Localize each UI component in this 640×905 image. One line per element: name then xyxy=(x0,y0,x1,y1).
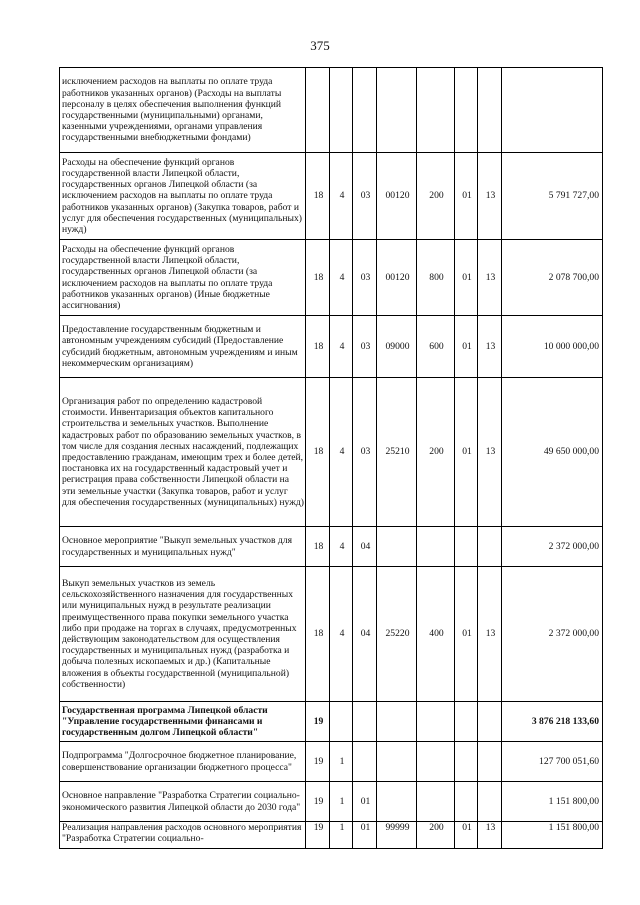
code-cell-2: 1 xyxy=(330,782,353,822)
code-cell-7: 13 xyxy=(478,378,502,527)
row-name-cell: Государственная программа Липецкой области "Управление государственными финансами и государственным долгом Липецкой области" xyxy=(60,702,306,742)
code-cell-5 xyxy=(417,742,455,782)
amount-cell: 127 700 051,60 xyxy=(502,742,603,782)
code-cell-3 xyxy=(353,68,377,153)
code-cell-4: 00120 xyxy=(377,153,417,240)
code-cell-7 xyxy=(478,702,502,742)
code-cell-3: 03 xyxy=(353,378,377,527)
code-cell-4: 25210 xyxy=(377,378,417,527)
code-cell-5: 200 xyxy=(417,822,455,849)
code-cell-4 xyxy=(377,527,417,567)
code-cell-7: 13 xyxy=(478,240,502,316)
row-name-cell: Предоставление государственным бюджетным и автономным учреждениям субсидий (Предоставление субсидий бюджетным, автономным учреждениям и иным некоммерческим организациям) xyxy=(60,316,306,378)
table-row xyxy=(60,742,603,782)
code-cell-7 xyxy=(478,782,502,822)
code-cell-6: 01 xyxy=(455,316,478,378)
table-row xyxy=(60,567,603,702)
amount-cell: 3 876 218 133,60 xyxy=(502,702,603,742)
code-cell-6 xyxy=(455,527,478,567)
code-cell-5 xyxy=(417,527,455,567)
code-cell-2: 1 xyxy=(330,742,353,782)
code-cell-7: 13 xyxy=(478,316,502,378)
table-row xyxy=(60,822,603,849)
code-cell-6 xyxy=(455,742,478,782)
amount-cell: 2 372 000,00 xyxy=(502,527,603,567)
row-name-cell: Подпрограмма "Долгосрочное бюджетное планирование, совершенствование организации бюджетного процесса" xyxy=(60,742,306,782)
table-row xyxy=(60,782,603,822)
code-cell-4: 25220 xyxy=(377,567,417,702)
table-row xyxy=(60,153,603,240)
code-cell-7 xyxy=(478,742,502,782)
code-cell-2: 4 xyxy=(330,527,353,567)
table-row xyxy=(60,702,603,742)
code-cell-3: 01 xyxy=(353,782,377,822)
row-name-cell: Основное мероприятие "Выкуп земельных участков для государственных и муниципальных нужд" xyxy=(60,527,306,567)
code-cell-3 xyxy=(353,742,377,782)
code-cell-3 xyxy=(353,702,377,742)
amount-cell: 1 151 800,00 xyxy=(502,782,603,822)
code-cell-3: 03 xyxy=(353,316,377,378)
code-cell-1: 18 xyxy=(306,240,330,316)
code-cell-6: 01 xyxy=(455,378,478,527)
table-row xyxy=(60,378,603,527)
amount-cell xyxy=(502,68,603,153)
row-name-cell: Организация работ по определению кадастровой стоимости. Инвентаризация объектов капитального строительства и земельных участков. Выполнение кадастровых работ по образованию земельных участков, в том числе для создания лесных насаждений, подлежащих предоставлению гражданам, имеющим трех и более детей, постановка их на государственный кадастровый учет и регистрация права собственности Липецкой области на эти земельные участки (Закупка товаров, работ и услуг для обеспечения государственных (муниципальных) нужд) xyxy=(60,378,306,527)
code-cell-2: 4 xyxy=(330,567,353,702)
row-name-cell: Реализация направления расходов основного мероприятия "Разработка Стратегии социально- xyxy=(60,822,306,849)
code-cell-7 xyxy=(478,527,502,567)
code-cell-3: 03 xyxy=(353,153,377,240)
code-cell-2 xyxy=(330,68,353,153)
code-cell-6 xyxy=(455,782,478,822)
code-cell-4 xyxy=(377,702,417,742)
code-cell-5 xyxy=(417,68,455,153)
code-cell-5: 200 xyxy=(417,153,455,240)
code-cell-3: 04 xyxy=(353,567,377,702)
row-name-cell: Выкуп земельных участков из земель сельскохозяйственного назначения для государственных или муниципальных нужд в результате реализации преимущественного права покупки земельного участка либо при продаже на торгах в случаях, предусмотренных действующим законодательством для осуществления государственных и муниципальных нужд (разработка и добыча полезных ископаемых и др.) (Капитальные вложения в объекты государственной (муниципальной) собственности) xyxy=(60,567,306,702)
code-cell-1: 18 xyxy=(306,527,330,567)
amount-cell: 49 650 000,00 xyxy=(502,378,603,527)
code-cell-2 xyxy=(330,702,353,742)
code-cell-4: 99999 xyxy=(377,822,417,849)
code-cell-1: 19 xyxy=(306,782,330,822)
amount-cell: 2 372 000,00 xyxy=(502,567,603,702)
code-cell-6 xyxy=(455,68,478,153)
amount-cell: 5 791 727,00 xyxy=(502,153,603,240)
code-cell-1: 19 xyxy=(306,742,330,782)
row-name-cell: Расходы на обеспечение функций органов государственной власти Липецкой области, государственных органов Липецкой области (за исключением расходов на выплаты по оплате труда работников указанных органов) (Закупка товаров, работ и услуг для обеспечения государственных (муниципальных) нужд) xyxy=(60,153,306,240)
code-cell-2: 4 xyxy=(330,240,353,316)
code-cell-1: 18 xyxy=(306,316,330,378)
code-cell-4: 09000 xyxy=(377,316,417,378)
code-cell-2: 1 xyxy=(330,822,353,849)
code-cell-4: 00120 xyxy=(377,240,417,316)
code-cell-3: 03 xyxy=(353,240,377,316)
code-cell-5: 400 xyxy=(417,567,455,702)
code-cell-1: 19 xyxy=(306,822,330,849)
code-cell-4 xyxy=(377,782,417,822)
code-cell-2: 4 xyxy=(330,378,353,527)
code-cell-7: 13 xyxy=(478,822,502,849)
amount-cell: 2 078 700,00 xyxy=(502,240,603,316)
code-cell-5: 600 xyxy=(417,316,455,378)
code-cell-6: 01 xyxy=(455,240,478,316)
code-cell-6: 01 xyxy=(455,567,478,702)
code-cell-2: 4 xyxy=(330,153,353,240)
amount-cell: 1 151 800,00 xyxy=(502,822,603,849)
code-cell-6 xyxy=(455,702,478,742)
table-body xyxy=(60,68,603,849)
code-cell-7 xyxy=(478,68,502,153)
code-cell-5: 800 xyxy=(417,240,455,316)
code-cell-7: 13 xyxy=(478,567,502,702)
amount-cell: 10 000 000,00 xyxy=(502,316,603,378)
code-cell-3: 04 xyxy=(353,527,377,567)
code-cell-6: 01 xyxy=(455,822,478,849)
row-name-cell: исключением расходов на выплаты по оплате труда работников указанных органов) (Расходы на выплаты персоналу в целях обеспечения выполнения функций государственными (муниципальными) органами, казенными учреждениями, органами управления государственными внебюджетными фондами) xyxy=(60,68,306,153)
code-cell-1: 18 xyxy=(306,567,330,702)
code-cell-1: 18 xyxy=(306,153,330,240)
code-cell-4 xyxy=(377,742,417,782)
table-row xyxy=(60,240,603,316)
code-cell-1 xyxy=(306,68,330,153)
code-cell-7: 13 xyxy=(478,153,502,240)
code-cell-1: 18 xyxy=(306,378,330,527)
budget-table xyxy=(59,67,603,849)
table-row xyxy=(60,68,603,153)
table-row xyxy=(60,316,603,378)
page-number: 375 xyxy=(310,38,330,53)
table-row xyxy=(60,527,603,567)
code-cell-1: 19 xyxy=(306,702,330,742)
code-cell-3: 01 xyxy=(353,822,377,849)
row-name-cell: Основное направление "Разработка Стратегии социально-экономического развития Липецкой области до 2030 года" xyxy=(60,782,306,822)
code-cell-5: 200 xyxy=(417,378,455,527)
code-cell-6: 01 xyxy=(455,153,478,240)
code-cell-4 xyxy=(377,68,417,153)
code-cell-2: 4 xyxy=(330,316,353,378)
row-name-cell: Расходы на обеспечение функций органов государственной власти Липецкой области, государственных органов Липецкой области (за исключением расходов на выплаты по оплате труда работников указанных органов) (Иные бюджетные ассигнования) xyxy=(60,240,306,316)
code-cell-5 xyxy=(417,702,455,742)
code-cell-5 xyxy=(417,782,455,822)
